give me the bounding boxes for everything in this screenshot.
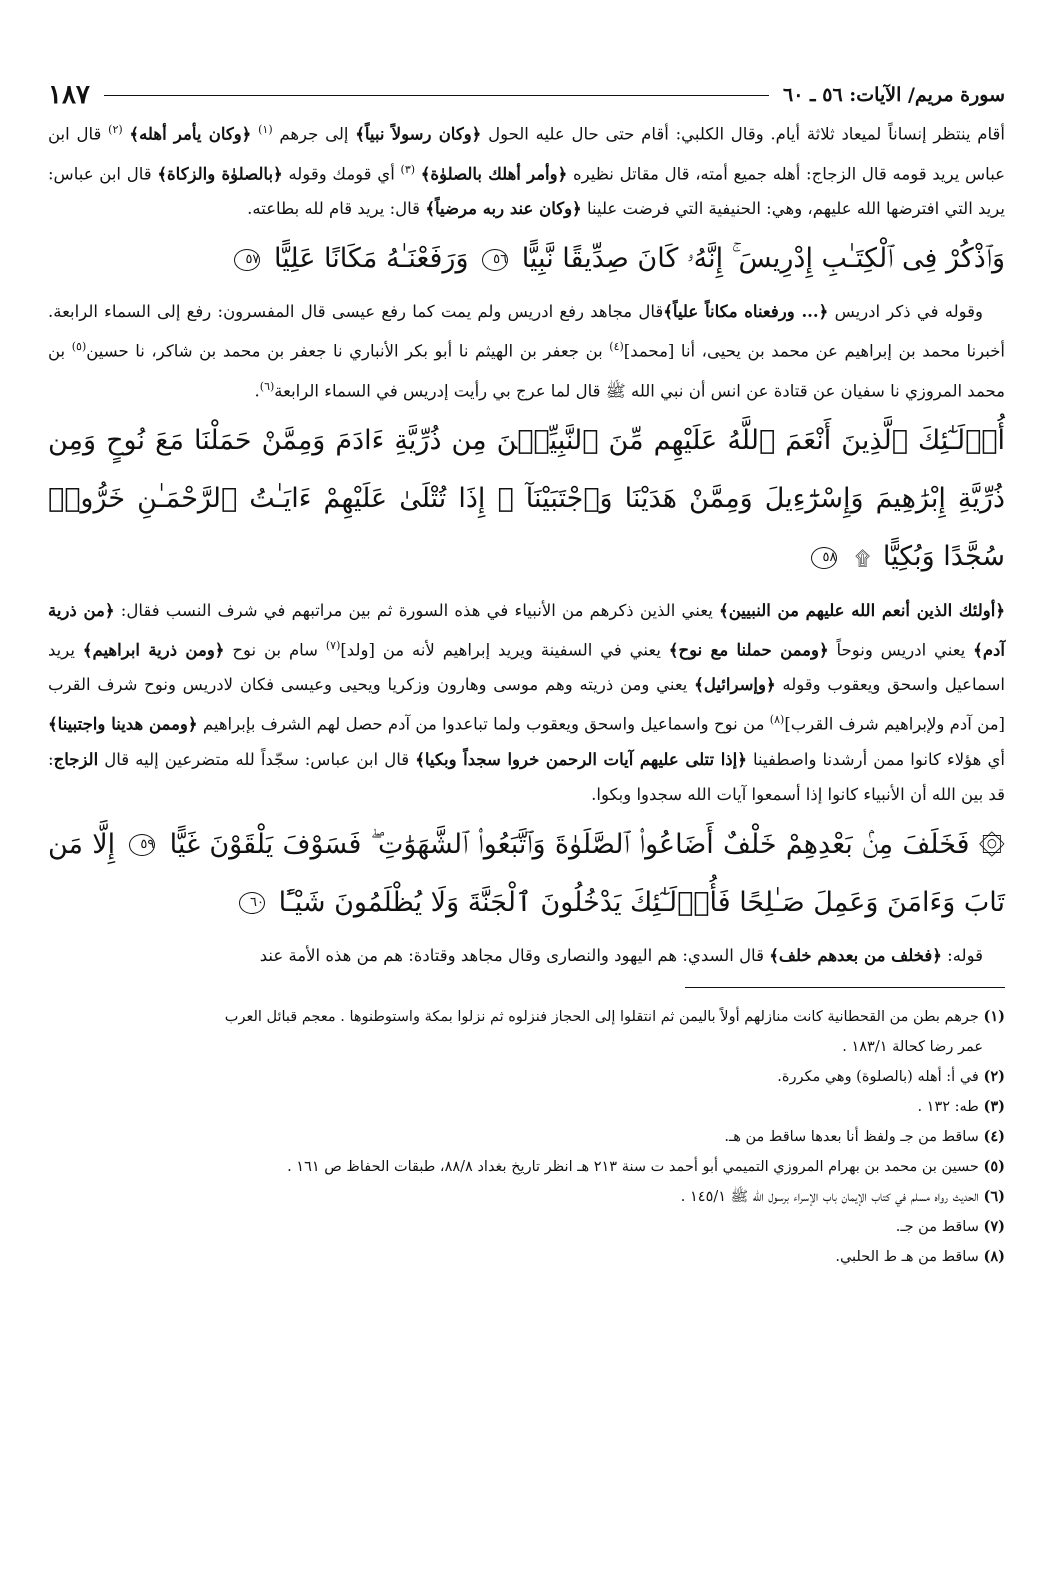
- footnote-ref-6: (٦): [259, 379, 275, 393]
- quran-quote: ﴿وإسرائيل﴾: [694, 675, 776, 694]
- footnote-6: (٦) الحديث رواه مسلم في كتاب الإيمان باب الإسراء برسول الله ﷺ ١٤٥/١ .: [680, 1187, 1005, 1205]
- quran-quote: ﴿وممن حملنا مع نوح﴾: [668, 640, 829, 659]
- quran-quote: ﴿وكان رسولاً نبياً﴾: [355, 124, 482, 144]
- quran-quote: ﴿أولئك الذين أنعم الله عليهم من النبيين﴾: [719, 600, 1006, 620]
- footnote-8: (٨) ساقط من هـ ط الحلبي.: [835, 1247, 1005, 1265]
- quran-verse-56-57: وَٱذْكُرْ فِى ٱلْكِتَـٰبِ إِدْرِيسَ ۚ إِنَّهُۥ كَانَ صِدِّيقًا نَّبِيًّا ٥٦ وَرَفَعْنَـٰهُ مَكَانًا عَلِيًّا ٥٧: [48, 230, 1005, 288]
- quran-quote: ﴿وممن هدينا واجتبينا﴾: [48, 714, 198, 734]
- page-number: ١٨٧: [48, 80, 90, 110]
- verse-number-60: ٦٠: [239, 892, 265, 914]
- quran-quote: ﴿إذا تتلى عليهم آيات الرحمن خروا سجداً وبكيا﴾: [415, 749, 747, 769]
- verse-number-56: ٥٦: [482, 249, 508, 271]
- footnote-ref-8: (٨): [769, 713, 785, 726]
- footnote-ref-1: (١): [258, 123, 273, 136]
- footnote-5: (٥) حسين بن محمد بن بهرام المروزي التميمي أبو أحمد ت سنة ٢١٣ هـ انظر تاريخ بغداد ٨٨/٨، طبقات الحفاظ ص ١٦١ .: [287, 1157, 1005, 1175]
- footnote-ref-5: (٥): [71, 340, 87, 353]
- quran-quote: ﴿وأمر أهلك بالصلوٰة﴾: [420, 164, 568, 183]
- quran-quote: ﴿ومن ذرية ابراهيم﴾: [82, 640, 225, 659]
- hizb-mark-icon: ۞: [978, 828, 1005, 860]
- main-text: [48, 112, 1005, 973]
- verse-number-59: ٥٩: [129, 834, 155, 856]
- footnote-ref-3: (٣): [400, 162, 416, 176]
- quran-quote: ﴿وكان يأمر أهله﴾: [129, 124, 252, 144]
- paragraph-2: وقوله في ذكر ادريس ﴿... ورفعناه مكاناً علياً﴾قال مجاهد رفع ادريس ولم يمت كما رفع عيسى قال المفسرون: رفع إلى السماء الرابعة. أخبرنا محمد بن إبراهيم عن محمد بن يحيى، أنا [محمد]$^{(٤)}$ بن جعفر بن الهيثم نا أبو بكر الأنباري نا جعفر بن محمد بن شاكر، نا حسين$^{(٥)}$ بن محمد المروزي نا سفيان عن قتادة عن انس أن نبي الله ﷺ قال لما عرج بي رأيت إدريس في السماء الرابعة$^{(٦)}$.: [48, 302, 1005, 400]
- paragraph-4: قوله: ﴿فخلف من بعدهم خلف﴾ قال السدي: هم اليهود والنصارى وقال مجاهد وقتادة: هم من هذه الأمة عند: [259, 945, 983, 965]
- sajda-icon: ۩: [855, 545, 871, 570]
- paragraph-3: ﴿أولئك الذين أنعم الله عليهم من النبيين﴾ يعني الذين ذكرهم من الأنبياء في هذه السورة ثم بين مراتبهم في شرف النسب فقال: ﴿من ذرية آدم﴾ يعني ادريس ونوحاً ﴿وممن حملنا مع نوح﴾ يعني في السفينة ويريد إبراهيم لأنه من [ولد]$^{(٧)}$ سام بن نوح ﴿ومن ذرية ابراهيم﴾ يريد اسماعيل واسحق ويعقوب وقوله ﴿وإسرائيل﴾ يعني ومن ذريته وهم موسى وهارون وزكريا ويحيى وعيسى فكان لادريس ونوح شرف القرب [من آدم ولإبراهيم شرف القرب]$^{(٨)}$ من نوح واسماعيل واسحق ويعقوب ولما تباعدوا من آدم حصل لهم الشرف بإبراهيم ﴿وممن هدينا واجتبينا﴾ أي هؤلاء كانوا ممن أرشدنا واصطفينا ﴿إذا تتلى عليهم آيات الرحمن خروا سجداً وبكيا﴾ قال ابن عباس: سجّداً لله متضرعين إليه قال الزجاج: قد بين الله أن الأنبياء كانوا إذا أسمعوا آيات الله سجدوا وبكوا.: [48, 600, 1006, 804]
- quran-quote: ﴿بالصلوٰة والزكاة﴾: [157, 164, 283, 183]
- footnote-divider: [685, 987, 1005, 988]
- quran-verse-59-60: ۞ فَخَلَفَ مِنۢ بَعْدِهِمْ خَلْفٌ أَضَاعُوا۟ ٱلصَّلَوٰةَ وَٱتَّبَعُوا۟ ٱلشَّهَوَٰتِ ۖ فَسَوْفَ يَلْقَوْنَ غَيًّا ٥٩ إِلَّا مَن تَابَ وَءَامَنَ وَعَمِلَ صَـٰلِحًا فَأُو۟لَـٰٓئِكَ يَدْخُلُونَ ٱلْجَنَّةَ وَلَا يُظْلَمُونَ شَيْـًٔا ٦٠: [48, 828, 1005, 918]
- header-rule: [104, 95, 769, 96]
- paragraph-1: أقام ينتظر إنساناً لميعاد ثلاثة أيام. وقال الكلبي: أقام حتى حال عليه الحول ﴿وكان رسولاً نبياً﴾ إلى جرهم $^{(١)}$ ﴿وكان يأمر أهله﴾ $^{(٢)}$ قال ابن عباس يريد قومه قال الزجاج: أهله جميع أمته، قال مقاتل نظيره ﴿وأمر أهلك بالصلوٰة﴾ $^{(٣)}$ أي قومك وقوله ﴿بالصلوٰة والزكاة﴾ قال ابن عباس: يريد التي افترضها الله عليهم، وهي: الحنيفية التي فرضت علينا ﴿وكان عند ربه مرضياً﴾ قال: يريد قام لله بطاعته.: [48, 123, 1006, 218]
- footnote-ref-2: (٢): [108, 123, 123, 136]
- quran-quote: ﴿فخلف من بعدهم خلف﴾: [769, 945, 942, 965]
- page-header: [48, 78, 1005, 112]
- verse-number-58: ٥٨: [811, 547, 837, 569]
- footnote-ref-4: (٤): [609, 340, 624, 353]
- footnote-3: (٣) طه: ١٣٢ .: [917, 1097, 1005, 1115]
- footnote-4: (٤) ساقط من جـ ولفظ أنا بعدها ساقط من هـ.: [724, 1127, 1005, 1145]
- footnotes: [48, 1002, 1005, 1272]
- footnote-ref-7: (٧): [325, 638, 341, 652]
- footnote-2: (٢) في أ: أهله (بالصلوة) وهي مكررة.: [777, 1067, 1005, 1085]
- verse-number-57: ٥٧: [234, 249, 260, 271]
- footnote-7: (٧) ساقط من جـ.: [895, 1217, 1005, 1235]
- surah-title: سورة مريم/ الآيات: ٥٦ ـ ٦٠: [783, 84, 1005, 106]
- quran-verse-58: أُو۟لَـٰٓئِكَ ٱلَّذِينَ أَنْعَمَ ٱللَّهُ عَلَيْهِم مِّنَ ٱلنَّبِيِّـۧنَ مِن ذُرِّيَّةِ ءَادَمَ وَمِمَّنْ حَمَلْنَا مَعَ نُوحٍ وَمِن ذُرِّيَّةِ إِبْرَٰهِيمَ وَإِسْرَٰٓءِيلَ وَمِمَّنْ هَدَيْنَا وَٱجْتَبَيْنَآ ۚ إِذَا تُتْلَىٰ عَلَيْهِمْ ءَايَـٰتُ ٱلرَّحْمَـٰنِ خَرُّوا۟ سُجَّدًا وَبُكِيًّا ۩ ٥٨: [48, 412, 1005, 587]
- quran-quote: ﴿من ذرية آدم﴾: [48, 600, 1005, 659]
- quran-quote: ﴿... ورفعناه مكاناً علياً﴾: [663, 302, 829, 321]
- footnote-1: (١) جرهم بطن من القحطانية كانت منازلهم أولاً باليمن ثم انتقلوا إلى الحجاز فنزلوه ثم نزلوا بمكة واستوطنوها . معجم قبائل العرب عمر رضا كحالة ١٨٣/١ .: [224, 1007, 1005, 1055]
- quran-quote: ﴿وكان عند ربه مرضياً﴾: [425, 199, 582, 218]
